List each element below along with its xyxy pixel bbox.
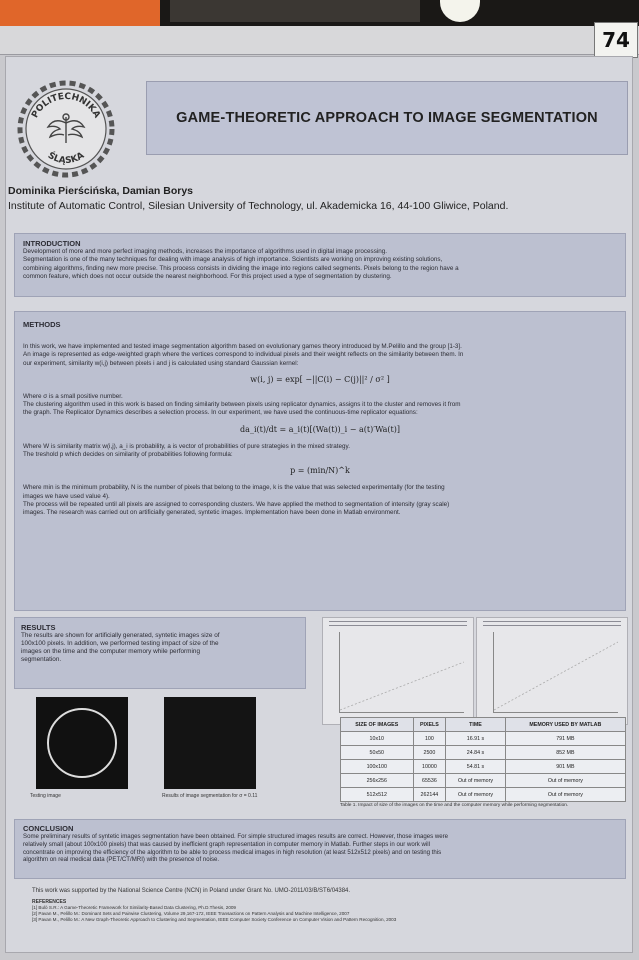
reference-item: [2] Pavan M., Pelillo M.: Dominant Sets and Pairwise Clustering, Volume 29,167-172, IEEE Transactions on Pattern Analysis and Machine Intelligence, 2007 (32, 911, 350, 916)
intro-line: Segmentation is one of the many techniques for dealing with image analysis of high importance. Scientists are working on improving existing solutions, (23, 256, 443, 264)
reference-item: [1] Bulò S.R.: A Game-Theoretic Framework for Similarity-Based Data Clustering, Ph.D.Thesis, 2009 (32, 905, 236, 910)
results-section (14, 617, 306, 689)
table-header: PIXELS (413, 718, 446, 732)
gaussian-kernel-formula: w(i, j) = exp[ −||C(i) − C(j)||² / σ² ] (250, 374, 390, 384)
memory-chart-line (494, 632, 618, 712)
ceiling-shadow (170, 0, 420, 22)
methods-line: The treshold p which decides on similarity of probabilities following formula: (23, 451, 233, 459)
table-row (341, 774, 626, 788)
references-heading: REFERENCES (32, 899, 67, 905)
conclusion-line: relatively small (about 100x100 pixels) that was caused by inefficient graph representation in computer memory in Matlab. Further steps in our work will (23, 840, 431, 848)
methods-section (14, 311, 626, 611)
table-cell: 262144 (413, 788, 446, 802)
table-header-row (341, 718, 626, 732)
table-cell: 10000 (413, 760, 446, 774)
chart-title-placeholder (329, 621, 467, 626)
table-cell: 852 MB (505, 746, 625, 760)
results-line: The results are shown for artificially generated, syntetic images size of (21, 632, 220, 639)
table-cell: Out of memory (505, 788, 625, 802)
intro-line: combining algorithms, finding new more precise. This process consists in dividing the image into regions called segments. Pixels belong to the region have a (23, 264, 459, 272)
table-cell: 2500 (413, 746, 446, 760)
results-heading: RESULTS (21, 623, 56, 632)
table-cell: 65536 (413, 774, 446, 788)
methods-heading: METHODS (23, 320, 61, 329)
table-cell: 256x256 (341, 774, 414, 788)
intro-line: common feature, which does not occur outside the nearest neighborhood. For this project used a type of segmentation by clustering. (23, 272, 392, 280)
funding-note: This work was supported by the National Science Centre (NCN) in Poland under Grant No. UMO-2011/03/B/ST6/04384. (32, 888, 351, 894)
table-caption: Table 1. Impact of size of the images on the time and the computer memory while performing segmentation. (340, 803, 569, 808)
title-banner (146, 81, 628, 155)
table-cell: 50x50 (341, 746, 414, 760)
table-cell: 24.84 s (446, 746, 505, 760)
methods-line: Where W is similarity matrix w(i,j), a_i is probability, a is vector of probabilities of pure strategies in the mixed strategy. (23, 442, 350, 450)
methods-line: images we have used value 4). (23, 492, 110, 500)
methods-line: Where σ is a small positive number. (23, 392, 123, 400)
university-logo (14, 77, 118, 181)
chart-plot-area (493, 632, 618, 713)
segmentation-result-image (164, 697, 256, 789)
methods-line: The clustering algorithm used in this work is based on finding similarity between pixels using replicator dynamics, assigns it to the cluster and removes it from (23, 401, 461, 409)
conclusion-heading: CONCLUSION (23, 824, 74, 833)
table-cell: 10x10 (341, 732, 414, 746)
chart-plot-area (339, 632, 464, 713)
logo-bottom-text: ŚLĄSKA (45, 150, 87, 167)
table-header: MEMORY USED BY MATLAB (505, 718, 625, 732)
affiliation: Institute of Automatic Control, Silesian University of Technology, ul. Akademicka 16, 44-100 Gliwice, Poland. (8, 200, 509, 212)
poster-number-card: 74 (594, 22, 638, 58)
conclusion-line: concentrate on improving the efficiency of the algorithm to be able to process medical images in high resolution (at least 512x512 pixels) and on testing this (23, 848, 442, 856)
time-chart-line (340, 632, 464, 712)
methods-line: the graph. The Replicator Dynamics describes a selection process. In our experiment, we have used the continuous-time replicator equations: (23, 409, 418, 417)
references-section (32, 899, 612, 923)
replicator-equation: da_i(t)/dt = a_i(t)[(Wa(t))_i − a(t)′Wa(t)] (240, 424, 400, 434)
introduction-section (14, 233, 626, 297)
authors: Dominika Pierścińska, Damian Borys (8, 185, 193, 197)
introduction-heading: INTRODUCTION (23, 239, 81, 248)
table-cell: Out of memory (446, 788, 505, 802)
ceiling-orange-panel (0, 0, 160, 28)
testing-image (36, 697, 128, 789)
table-cell: Out of memory (446, 774, 505, 788)
reference-item: [3] Pavan M., Pelillo M.: A New Graph-Theoretic Approach to Clustering and Segmentation, IEEE Computer Society Conference on Computer Vision and Pattern Recognition, 2003 (32, 917, 397, 922)
room-ceiling (0, 0, 639, 28)
testing-image-caption: Testing image (30, 793, 61, 799)
conclusion-line: algorithm on real medical data (PET/CT/MRI) with the presence of noise. (23, 856, 220, 864)
table-cell: 791 MB (505, 732, 625, 746)
table-cell: 512x512 (341, 788, 414, 802)
table-header: TIME (446, 718, 505, 732)
table-row (341, 760, 626, 774)
memory-chart (476, 617, 628, 725)
board-frame-top (0, 26, 639, 55)
methods-line: images. The research was carried out on artificially generated, syntetic images. Implementation have been done in Matlab environment. (23, 509, 401, 517)
methods-line: Where min is the minimum probability, N is the number of pixels that belong to the image, k is the value that was selected experimentally (for the testing (23, 484, 445, 492)
table-row (341, 746, 626, 760)
conclusion-section (14, 819, 626, 879)
table-cell: 16.91 s (446, 732, 505, 746)
table-cell: 901 MB (505, 760, 625, 774)
result-image-caption: Results of image segmentation for σ = 0.11 (162, 793, 258, 799)
methods-line: An image is represented as edge-weighted graph where the vertices correspond to individual pixels and their weight reflects on the similarity between them. In (23, 351, 464, 359)
logo-top-text: POLITECHNIKA (30, 91, 102, 120)
poster (5, 56, 633, 953)
results-line: images on the time and the computer memory while performing (21, 648, 201, 655)
methods-line: The process will be repeated until all pixels are assigned to corresponding clusters. We have applied the method to segmentation of intensity (gray scale) (23, 500, 450, 508)
chart-title-placeholder (483, 621, 621, 626)
time-chart (322, 617, 474, 725)
ceiling-lamp (440, 0, 480, 22)
methods-line: In this work, we have implemented and tested image segmentation algorithm based on evolutionary games theory introduced by M.Pelillo and the group [1-3]. (23, 343, 462, 350)
results-table (340, 717, 626, 802)
table-cell: Out of memory (505, 774, 625, 788)
table-cell: 100 (413, 732, 446, 746)
methods-line: our experiment, similarity w(i,j) between pixels i and j is calculated using standard Gaussian kernel: (23, 359, 299, 367)
table-row (341, 788, 626, 802)
threshold-formula: p = (min/N)^k (290, 466, 350, 476)
poster-title: GAME-THEORETIC APPROACH TO IMAGE SEGMENTATION (176, 110, 598, 126)
table-header: SIZE OF IMAGES (341, 718, 414, 732)
table-cell: 100x100 (341, 760, 414, 774)
intro-line: Development of more and more perfect imaging methods, increases the importance of algorithms used in digital image processing. (23, 248, 388, 255)
results-line: 100x100 pixels. In addition, we performed testing impact of size of the (21, 640, 219, 647)
table-row (341, 732, 626, 746)
conclusion-line: Some preliminary results of syntetic images segmentation have been obtained. For simple structured images results are correct. However, those images were (23, 833, 449, 840)
results-line: segmentation. (21, 656, 62, 663)
table-cell: 54.81 s (446, 760, 505, 774)
